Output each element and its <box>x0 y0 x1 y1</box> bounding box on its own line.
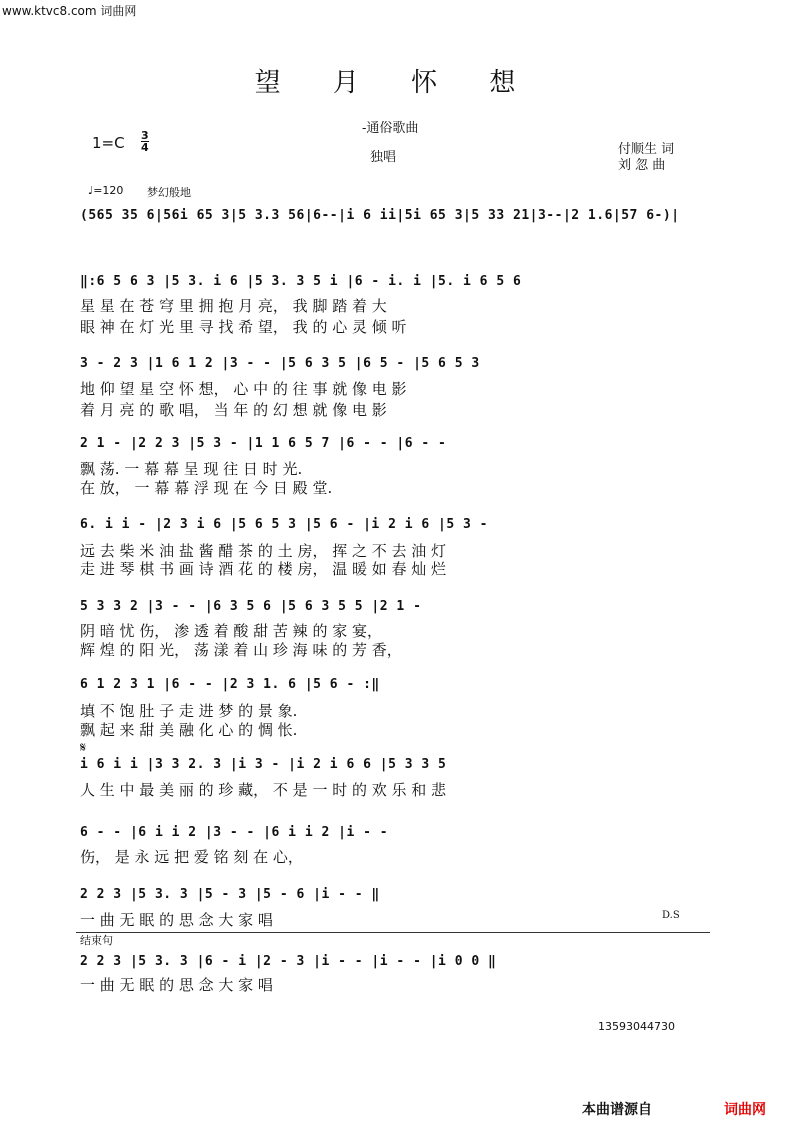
site-watermark: www.ktvc8.com 词曲网 <box>2 4 137 18</box>
score-row-notes: ‖:6 5 6 3 |5 3. i 6 |5 3. 3 5 i |6 - i. i |5. i 6 5 6 <box>80 274 522 289</box>
lyric-line: 人 生 中 最 美 丽 的 珍 藏， 不 是 一 时 的 欢 乐 和 悲 <box>80 781 447 799</box>
score-row-notes: 6. i i - |2 3 i 6 |5 6 5 3 |5 6 - |i 2 i 6 |5 3 - <box>80 517 489 532</box>
lyric-line: 伤， 是 永 远 把 爱 铭 刻 在 心， <box>80 848 303 866</box>
song-title: 望 月 怀 想 <box>254 68 538 98</box>
brand-logo[interactable]: 词曲网 <box>724 1102 766 1118</box>
lyric-line: 一 曲 无 眠 的 思 念 大 家 唱 <box>80 911 273 929</box>
lyric-line: 着 月 亮 的 歌 唱， 当 年 的 幻 想 就 像 电 影 <box>80 401 387 419</box>
contact-number: 13593044730 <box>598 1020 675 1033</box>
segno-sign: 𝄋 <box>80 740 87 756</box>
time-signature <box>141 130 149 153</box>
lyric-line: 飘 起 来 甜 美 融 化 心 的 惆 怅. <box>80 721 298 739</box>
score-row-notes: 5 3 3 2 |3 - - |6 3 5 6 |5 6 3 5 5 |2 1 - <box>80 599 422 614</box>
source-label: 本曲谱源自 <box>582 1102 652 1118</box>
score-row-notes: 6 - - |6 i i 2 |3 - - |6 i i 2 |i - - <box>80 825 389 840</box>
score-row-notes: i 6 i i |3 3 2. 3 |i 3 - |i 2 i 6 6 |5 3 3 5 <box>80 757 447 772</box>
mood-marking: 梦幻般地 <box>147 186 191 199</box>
tempo-marking: ♩=120 <box>88 184 124 197</box>
score-row-notes: 6 1 2 3 1 |6 - - |2 3 1. 6 |5 6 - :‖ <box>80 677 380 692</box>
intro-notes: (565 35 6|56i 65 3|5 3.3 56|6--|i 6 ii|5i 65 3|5 33 21|3--|2 1.6|57 6-)| <box>80 208 680 223</box>
lyric-line: 眼 神 在 灯 光 里 寻 找 希 望， 我 的 心 灵 倾 听 <box>80 318 407 336</box>
ending-label: 结束句 <box>80 934 113 947</box>
lyric-line: 走 进 琴 棋 书 画 诗 酒 花 的 楼 房， 温 暖 如 春 灿 烂 <box>80 560 447 578</box>
lyric-line: 一 曲 无 眠 的 思 念 大 家 唱 <box>80 976 273 994</box>
lyric-line: 阴 暗 忧 伤， 渗 透 着 酸 甜 苦 辣 的 家 宴， <box>80 622 382 640</box>
score-row-notes: 3 - 2 3 |1 6 1 2 |3 - - |5 6 3 5 |6 5 - |5 6 5 3 <box>80 356 480 371</box>
score-row-notes: 2 2 3 |5 3. 3 |6 - i |2 - 3 |i - - |i - - |i 0 0 ‖ <box>80 954 497 969</box>
song-subtitle: -通俗歌曲 <box>362 121 419 136</box>
meter-bottom: 4 <box>141 141 149 154</box>
lyric-line: 远 去 柴 米 油 盐 酱 醋 茶 的 土 房， 挥 之 不 去 油 灯 <box>80 542 447 560</box>
score-row-notes: 2 2 3 |5 3. 3 |5 - 3 |5 - 6 |i - - ‖ <box>80 887 380 902</box>
lyric-line: 地 仰 望 星 空 怀 想， 心 中 的 往 事 就 像 电 影 <box>80 380 407 398</box>
lyric-line: 星 星 在 苍 穹 里 拥 抱 月 亮， 我 脚 踏 着 大 <box>80 297 387 315</box>
ending-bracket <box>76 932 710 933</box>
key-signature: 1=C <box>92 134 125 152</box>
meter-top: 3 <box>141 129 149 142</box>
lyric-line: 辉 煌 的 阳 光， 荡 漾 着 山 珍 海 味 的 芳 香， <box>80 641 402 659</box>
score-row-notes: 2 1 - |2 2 3 |5 3 - |1 1 6 5 7 |6 - - |6 - - <box>80 436 447 451</box>
performance-type: 独唱 <box>370 150 397 165</box>
composer-credit: 刘 忽 曲 <box>618 158 666 173</box>
lyric-line: 填 不 饱 肚 子 走 进 梦 的 景 象. <box>80 702 298 720</box>
lyric-line: 在 放， 一 幕 幕 浮 现 在 今 日 殿 堂. <box>80 479 333 497</box>
lyric-line: 飘 荡. 一 幕 幕 呈 现 往 日 时 光. <box>80 460 303 478</box>
dal-segno-mark: D.S <box>662 910 680 921</box>
lyricist-credit: 付顺生 词 <box>618 142 675 157</box>
